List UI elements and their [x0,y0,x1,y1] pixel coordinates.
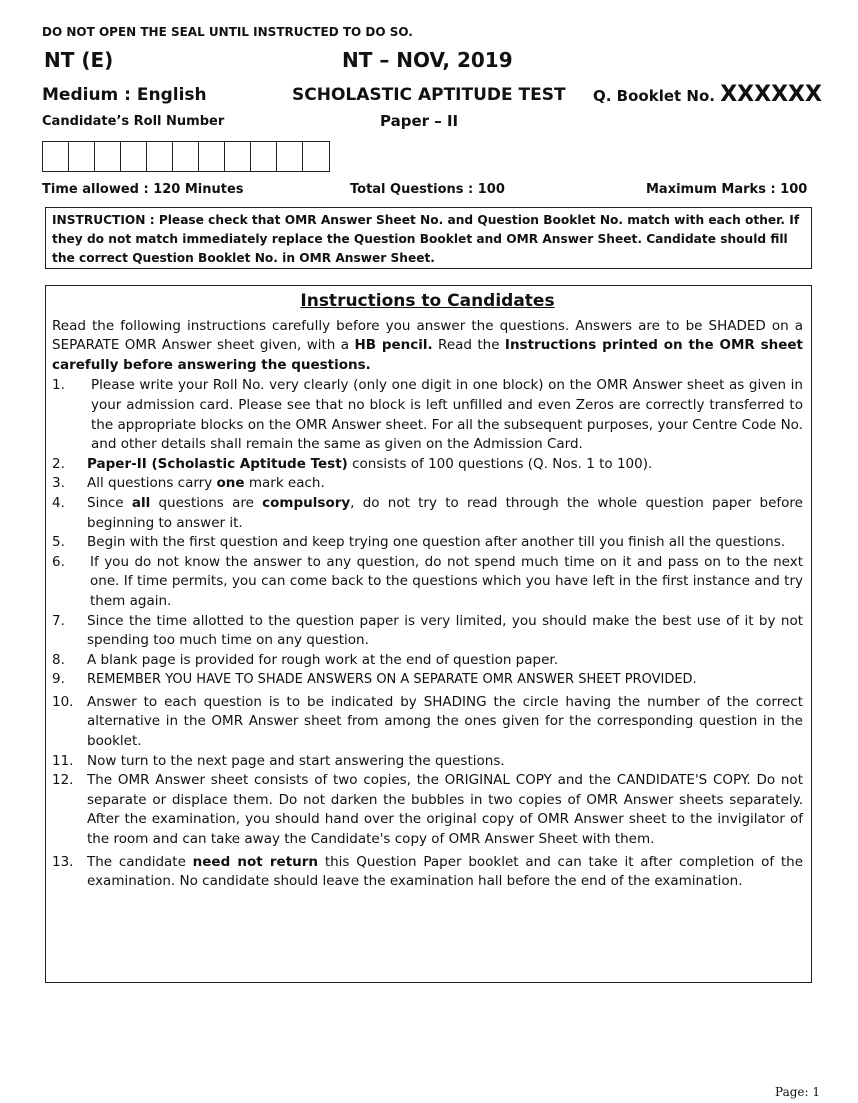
instructions-panel [45,285,812,983]
roll-digit-box [121,142,147,171]
instructions-intro: Read the following instructions carefully before you answer the questions. Answers are to be SHADED on a SEPARATE OMR Answer sheet given, with a HB pencil. Read the Instructions printed on the OMR sheet carefully before answering the questions. [52,317,803,373]
instruction-item-4: 4. Since all questions are compulsory, do not try to read through the whole question paper before beginning to answer it. [52,494,803,531]
instruction-item-3: 3. All questions carry one mark each. [52,475,325,492]
roll-digit-box [95,142,121,171]
instruction-item-8: 8. A blank page is provided for rough work at the end of question paper. [52,651,558,668]
roll-digit-box [173,142,199,171]
instruction-item-7: 7. Since the time allotted to the question paper is very limited, you should make the best use of it by not spending too much time on any question. [52,612,803,649]
total-questions: Total Questions : 100 [350,182,505,197]
roll-digit-box [303,142,329,171]
exam-session: NT – NOV, 2019 [342,48,513,72]
maximum-marks: Maximum Marks : 100 [646,182,808,197]
exam-code: NT (E) [44,48,114,72]
omr-instruction-box: INSTRUCTION : Please check that OMR Answer Sheet No. and Question Booklet No. match with each other. If they do not match immediately replace the Question Booklet and OMR Answer Sheet. Candidate should fill the correct Question Booklet No. in OMR Answer Sheet. [45,207,812,269]
roll-digit-box [147,142,173,171]
instruction-item-1: 1. Please write your Roll No. very clearly (only one digit in one block) on the OMR Answer sheet as given in your admission card. Please see that no block is left unfilled and even Zeros are correctly transferred to the appropriate blocks on the OMR Answer sheet. For all the subsequent purposes, your Centre Code No. and other details shall remain the same as given on the Admission Card. [52,377,803,453]
booklet-value: XXXXXX [720,82,822,107]
instruction-item-10: 10. Answer to each question is to be indicated by SHADING the circle having the number of the correct alternative in the OMR Answer sheet from among the ones given for the corresponding question in the booklet. [52,693,803,750]
seal-notice: DO NOT OPEN THE SEAL UNTIL INSTRUCTED TO DO SO. [42,25,413,39]
roll-digit-box [251,142,277,171]
roll-digit-box [69,142,95,171]
roll-digit-box [225,142,251,171]
instruction-item-11: 11. Now turn to the next page and start answering the questions. [52,752,505,769]
time-allowed: Time allowed : 120 Minutes [42,182,244,197]
instruction-item-2: 2. Paper-II (Scholastic Aptitude Test) consists of 100 questions (Q. Nos. 1 to 100). [52,455,653,472]
booklet-label: Q. Booklet No. [593,87,715,105]
instruction-item-9: 9. REMEMBER YOU HAVE TO SHADE ANSWERS ON A SEPARATE OMR ANSWER SHEET PROVIDED. [52,671,697,688]
medium-label: Medium : English [42,85,207,105]
instruction-item-13: 13. The candidate need not return this Question Paper booklet and can take it after completion of the examination. No candidate should leave the examination hall before the end of the examination. [52,853,803,890]
instruction-item-6: 6. If you do not know the answer to any question, do not spend much time on it and pass on to the next one. If time permits, you can come back to the questions which you have left in the first instance and try them again. [52,553,803,609]
paper-label: Paper – II [380,112,459,130]
roll-digit-box [277,142,303,171]
test-title: SCHOLASTIC APTITUDE TEST [292,85,566,105]
booklet-number [593,82,822,107]
instruction-item-5: 5. Begin with the first question and keep trying one question after another till you finish all the questions. [52,534,786,551]
roll-number-label: Candidate’s Roll Number [42,114,225,129]
roll-digit-box [199,142,225,171]
roll-number-boxes [42,141,330,172]
instructions-title: Instructions to Candidates [300,291,555,311]
instruction-item-12: 12. The OMR Answer sheet consists of two copies, the ORIGINAL COPY and the CANDIDATE'S COPY. Do not separate or displace them. Do not darken the bubbles in two copies of OMR Answer sheets separately. After the examination, you should hand over the original copy of OMR Answer sheet to the invigilator of the room and can take away the Candidate's copy of OMR Answer Sheet with them. [52,772,803,848]
roll-digit-box [43,142,69,171]
page-number: Page: 1 [775,1085,820,1099]
